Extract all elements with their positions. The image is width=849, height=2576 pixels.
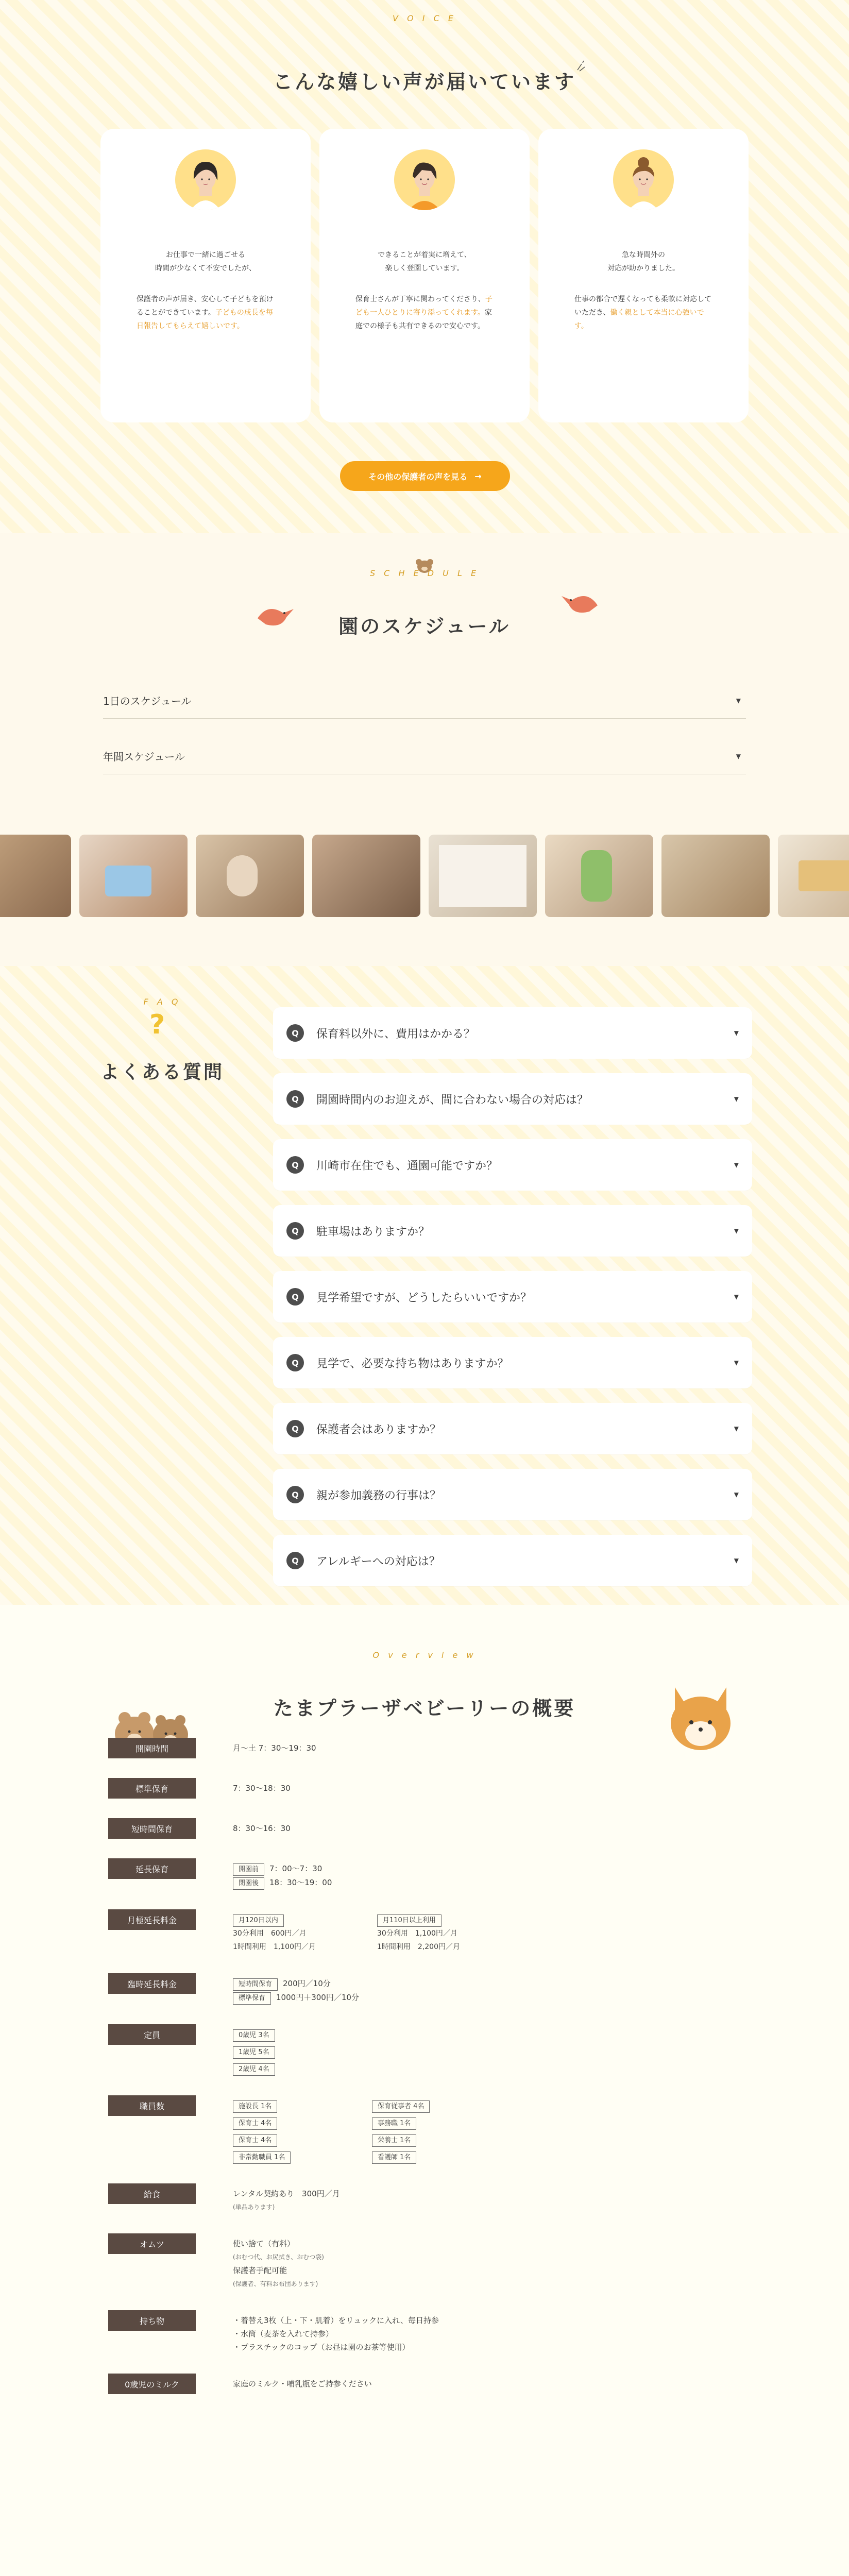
voice-lead-3: 急な時間外の 対応が助かりました。 bbox=[607, 251, 680, 273]
faq-question: 親が参加義務の行事は？ bbox=[316, 1489, 442, 1502]
row-label: 持ち物 bbox=[108, 2310, 196, 2331]
faq-item[interactable] bbox=[273, 1073, 752, 1125]
row-value: 月〜土 7：30〜19：30 bbox=[233, 1743, 316, 1753]
voice-section bbox=[0, 0, 849, 533]
tag: 月110日以上利用 bbox=[377, 1914, 442, 1927]
gallery-photo bbox=[79, 835, 188, 917]
row-label: 職員数 bbox=[108, 2095, 196, 2116]
overview-row bbox=[108, 2233, 747, 2291]
tag: 保育従事者 4名 bbox=[372, 2100, 430, 2113]
overview-eyebrow: O v e r v i e w bbox=[372, 1650, 477, 1660]
chevron-down-icon: ▼ bbox=[734, 1293, 739, 1300]
schedule-section bbox=[0, 533, 849, 966]
row-label: 標準保育 bbox=[108, 1778, 196, 1799]
tag: 月120日以内 bbox=[233, 1914, 284, 1927]
faq-item[interactable] bbox=[273, 1139, 752, 1191]
annual-schedule-label: 年間スケジュール bbox=[103, 751, 185, 763]
schedule-title: 園のスケジュール bbox=[338, 615, 511, 638]
q-badge: Q bbox=[286, 1354, 304, 1371]
chevron-down-icon: ▼ bbox=[734, 1227, 739, 1234]
tag: 標準保育 bbox=[233, 1992, 271, 2005]
tag: 短時間保育 bbox=[233, 1978, 278, 1991]
tag: 0歳児 3名 bbox=[233, 2029, 275, 2042]
row-label: 開園時間 bbox=[108, 1738, 196, 1758]
chevron-down-icon: ▼ bbox=[734, 1425, 739, 1432]
chevron-down-icon: ▼ bbox=[734, 1095, 739, 1103]
gallery-photo bbox=[429, 835, 537, 917]
overview-title: たまプラーザベビーリーの概要 bbox=[273, 1697, 576, 1720]
faq-item[interactable] bbox=[273, 1271, 752, 1323]
row-value bbox=[196, 2095, 511, 2164]
tag: 開園前 bbox=[233, 1863, 264, 1876]
faq-item[interactable] bbox=[273, 1403, 752, 1454]
voice-body-3: 仕事の都合で遅くなっても柔軟に対応していただき、働く親として本当に心強いです。 bbox=[574, 295, 711, 330]
daily-schedule-accordion[interactable] bbox=[103, 683, 746, 719]
overview-section bbox=[0, 1605, 849, 2576]
more-voices-label: その他の保護者の声を見る bbox=[368, 471, 468, 482]
voice-card-2 bbox=[319, 129, 530, 422]
voice-lead-2: できることが着実に増えて、 楽しく登園しています。 bbox=[378, 251, 471, 273]
chevron-down-icon: ▼ bbox=[734, 1557, 739, 1564]
voice-card-1 bbox=[100, 129, 311, 422]
chevron-down-icon: ▼ bbox=[736, 752, 741, 760]
more-voices-button[interactable] bbox=[340, 461, 510, 491]
gallery-photo bbox=[778, 835, 849, 917]
row-label: 0歳児のミルク bbox=[108, 2374, 196, 2394]
photo-gallery bbox=[0, 835, 849, 920]
faq-question: アレルギーへの対応は？ bbox=[316, 1555, 440, 1568]
faq-question: 保護者会はありますか？ bbox=[316, 1423, 442, 1436]
tag: 事務職 1名 bbox=[372, 2117, 416, 2130]
gallery-photo bbox=[661, 835, 770, 917]
row-value: 7：30〜18：30 bbox=[233, 1784, 291, 1793]
voice-body-2: 保育士さんが丁寧に関わってくださり、子ども一人ひとりに寄り添ってくれます。家庭での様子も共有できるので安心です。 bbox=[355, 295, 493, 330]
faq-question: 見学で、必要な持ち物はありますか？ bbox=[316, 1357, 509, 1370]
faq-eyebrow: F A Q bbox=[143, 997, 181, 1007]
faq-list bbox=[273, 1007, 752, 1601]
chevron-down-icon: ▼ bbox=[734, 1161, 739, 1168]
faq-question: 保育料以外に、費用はかかる？ bbox=[316, 1027, 476, 1041]
overview-row bbox=[108, 1778, 747, 1799]
sparkle-icon bbox=[574, 60, 588, 73]
daily-schedule-label: 1日のスケジュール bbox=[103, 695, 192, 707]
row-label: 月極延長料金 bbox=[108, 1909, 196, 1930]
gallery-photo bbox=[196, 835, 304, 917]
overview-row bbox=[108, 1818, 747, 1839]
voice-lead-1: お仕事で一緒に過ごせる 時間が少なくて不安でしたが、 bbox=[155, 251, 256, 273]
faq-question: 川崎市在住でも、通園可能ですか？ bbox=[316, 1159, 498, 1173]
tag: 閉園後 bbox=[233, 1877, 264, 1890]
row-value: 開園前 7：00〜7：30 閉園後 18：30〜19：00 bbox=[196, 1858, 332, 1890]
overview-row bbox=[108, 2024, 747, 2076]
row-value: 短時間保育 200円／10分 標準保育 1000円＋300円／10分 bbox=[196, 1973, 359, 2005]
voice-title: こんな嬉しい声が届いています bbox=[273, 70, 576, 93]
row-value: 月120日以内 30分利用 600円／月 1時間利用 1,100円／月 月110日以上利用 30分利用 1,100円／月 1時間利用 2,200円／月 bbox=[196, 1909, 511, 1954]
chevron-down-icon: ▼ bbox=[734, 1029, 739, 1037]
faq-item[interactable] bbox=[273, 1205, 752, 1257]
voice-body-1: 保護者の声が届き、安心して子どもを預けることができています。子どもの成長を毎日報告してもらえて嬉しいです。 bbox=[137, 295, 274, 330]
q-badge: Q bbox=[286, 1156, 304, 1174]
faq-item[interactable] bbox=[273, 1535, 752, 1586]
voice-eyebrow: V O I C E bbox=[393, 13, 456, 23]
mother-avatar bbox=[394, 149, 455, 210]
q-badge: Q bbox=[286, 1090, 304, 1108]
tag: 看護師 1名 bbox=[372, 2151, 416, 2164]
row-label: 定員 bbox=[108, 2024, 196, 2045]
faq-title: よくある質問 bbox=[100, 1061, 224, 1083]
faq-question: 開園時間内のお迎えが、間に合わない場合の対応は？ bbox=[316, 1093, 589, 1107]
row-value: 家庭のミルク・哺乳瓶をご持参ください bbox=[233, 2379, 372, 2388]
row-label: 給食 bbox=[108, 2183, 196, 2204]
row-value: 使い捨て（有料） (おむつ代、お尻拭き、おむつ袋) 保護者手配可能 (保護者、有料お布団あります) bbox=[233, 2239, 324, 2287]
overview-row bbox=[108, 1858, 747, 1890]
faq-item[interactable] bbox=[273, 1337, 752, 1388]
q-badge: Q bbox=[286, 1222, 304, 1240]
row-label: 短時間保育 bbox=[108, 1818, 196, 1839]
annual-schedule-accordion[interactable] bbox=[103, 738, 746, 774]
tag: 1歳児 5名 bbox=[233, 2046, 275, 2059]
overview-row bbox=[108, 1738, 747, 1758]
overview-table bbox=[108, 1738, 747, 2394]
tag: 保育士 4名 bbox=[233, 2117, 277, 2130]
overview-row bbox=[108, 2095, 747, 2164]
tag: 保育士 4名 bbox=[233, 2134, 277, 2147]
faq-item[interactable] bbox=[273, 1469, 752, 1520]
faq-item[interactable] bbox=[273, 1007, 752, 1059]
row-value: 8：30〜16：30 bbox=[233, 1824, 291, 1833]
tag: 施設長 1名 bbox=[233, 2100, 277, 2113]
tag: 非常勤職員 1名 bbox=[233, 2151, 291, 2164]
tag: 2歳児 4名 bbox=[233, 2063, 275, 2076]
mother-avatar bbox=[175, 149, 236, 210]
row-label: 延長保育 bbox=[108, 1858, 196, 1879]
voice-card-3 bbox=[538, 129, 749, 422]
q-badge: Q bbox=[286, 1552, 304, 1569]
q-badge: Q bbox=[286, 1024, 304, 1042]
q-badge: Q bbox=[286, 1288, 304, 1306]
chevron-down-icon: ▼ bbox=[734, 1359, 739, 1366]
voice-cards bbox=[100, 129, 749, 422]
chevron-down-icon: ▼ bbox=[736, 697, 741, 704]
overview-row bbox=[108, 2310, 747, 2354]
question-mark-icon: ? bbox=[149, 1009, 165, 1040]
gallery-photo bbox=[0, 835, 71, 917]
overview-row bbox=[108, 2374, 747, 2394]
gallery-photo bbox=[312, 835, 420, 917]
gallery-photo bbox=[545, 835, 653, 917]
row-value bbox=[196, 2024, 280, 2076]
faq-section bbox=[0, 966, 849, 1605]
row-value: ・着替え3枚（上・下・肌着）をリュックに入れ、毎日持参 ・水筒（麦茶を入れて持参） ・プラスチックのコップ（お昼は園のお茶等使用） bbox=[233, 2316, 439, 2352]
row-label: オムツ bbox=[108, 2233, 196, 2254]
arrow-right-icon: → bbox=[474, 471, 482, 481]
chevron-down-icon: ▼ bbox=[734, 1491, 739, 1498]
q-badge: Q bbox=[286, 1486, 304, 1503]
tag: 栄養士 1名 bbox=[372, 2134, 416, 2147]
schedule-eyebrow: S C H E D U L E bbox=[369, 568, 480, 578]
overview-row bbox=[108, 1973, 747, 2005]
faq-question: 駐車場はありますか？ bbox=[316, 1225, 430, 1239]
row-value: レンタル契約あり 300円／月 (単品あります) bbox=[233, 2189, 340, 2211]
q-badge: Q bbox=[286, 1420, 304, 1437]
mother-avatar bbox=[613, 149, 674, 210]
faq-question: 見学希望ですが、どうしたらいいですか？ bbox=[316, 1291, 532, 1304]
row-label: 臨時延長料金 bbox=[108, 1973, 196, 1994]
overview-row bbox=[108, 1909, 747, 1954]
overview-row bbox=[108, 2183, 747, 2214]
